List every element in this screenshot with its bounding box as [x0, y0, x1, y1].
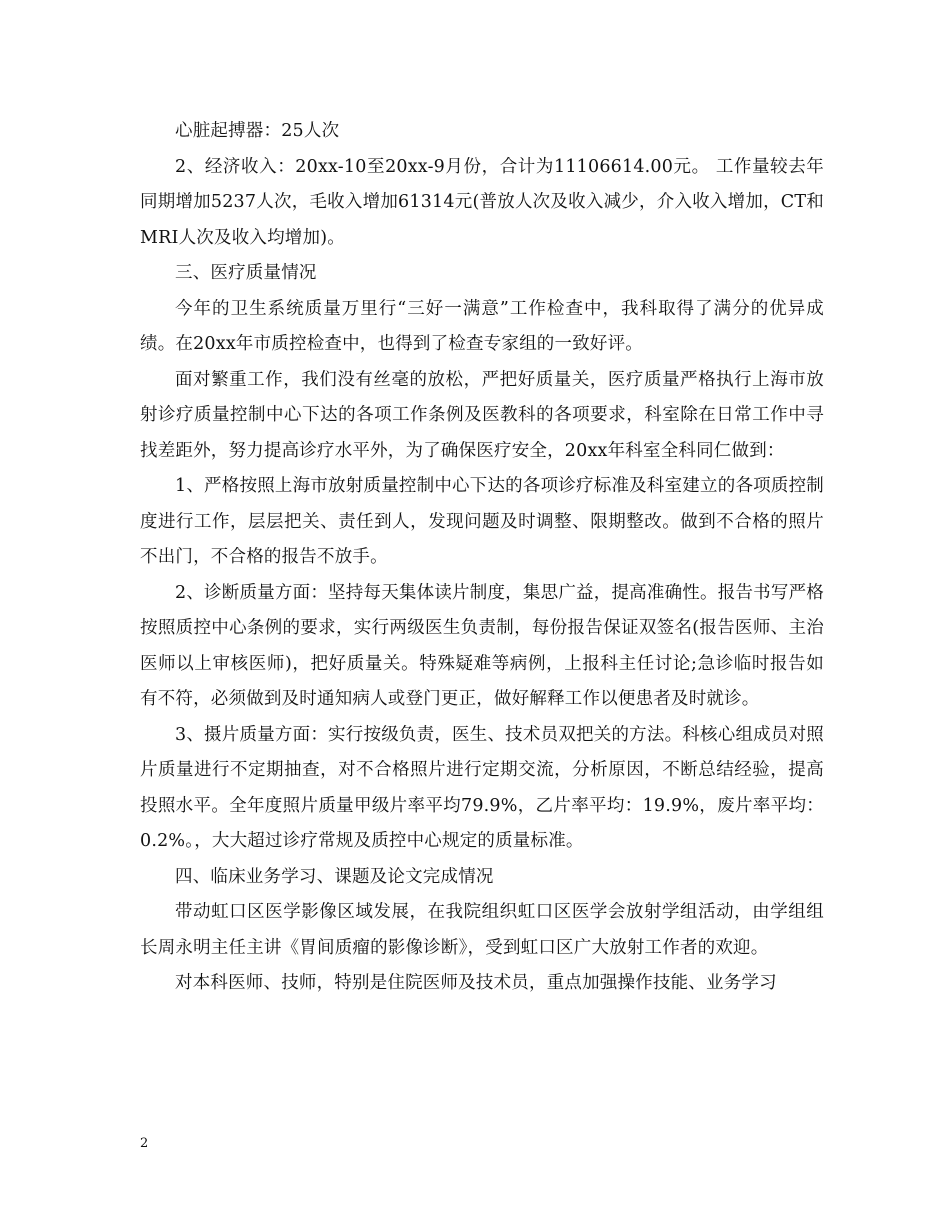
economic-income-paragraph: 2、经济收入：20xx-10至20xx-9月份，合计为11106614.00元。 工作量较去年同期增加5237人次，毛收入增加61314元(普放人次及收入减少，介入收入增加，CT和MRI人次及收入均增加)。 — [140, 156, 824, 248]
film-quality-item: 3、摄片质量方面：实行按级负责，医生、技术员双把关的方法。科核心组成员对照片质量进行不定期抽查，对不合格照片进行定期交流，分析原因，不断总结经验，提高投照水平。全年度照片质量甲级片率平均79.9%，乙片率平均：19.9%，废片率平均：0.2%。，大大超过诊疗常规及质控中心规定的质量标准。 — [140, 724, 824, 851]
section-heading-medical-quality: 三、医疗质量情况 — [175, 263, 317, 283]
diagnostic-quality-item: 2、诊断质量方面：坚持每天集体读片制度，集思广益，提高准确性。报告书写严格按照质控中心条例的要求，实行两级医生负责制，每份报告保证双签名(报告医师、主治医师以上审核医师)，把好质量关。特殊疑难等病例，上报科主任讨论;急诊临时报告如有不符，必须做到及时通知病人或登门更正，做好解释工作以便患者及时就诊。 — [140, 582, 824, 709]
page-number: 2 — [140, 1136, 149, 1151]
section-heading-clinical-study: 四、临床业务学习、课题及论文完成情况 — [175, 866, 494, 887]
quality-inspection-paragraph: 今年的卫生系统质量万里行“三好一满意”工作检查中，我科取得了满分的优异成绩。在20xx年市质控检查中，也得到了检查专家组的一致好评。 — [140, 298, 824, 354]
pacemaker-count: 心脏起搏器：25人次 — [175, 121, 340, 141]
document-body — [140, 114, 824, 1002]
diagnostic-standards-item: 1、严格按照上海市放射质量控制中心下达的各项诊疗标准及科室建立的各项质控制度进行工作，层层把关、责任到人，发现问题及时调整、限期整改。做到不合格的照片不出门，不合格的报告不放手。 — [140, 476, 824, 567]
quality-control-paragraph: 面对繁重工作，我们没有丝毫的放松，严把好质量关，医疗质量严格执行上海市放射诊疗质量控制中心下达的各项工作条例及医教科的各项要求，科室除在日常工作中寻找差距外，努力提高诊疗水平外，为了确保医疗安全，20xx年科室全科同仁做到： — [140, 369, 824, 461]
staff-training-paragraph: 对本科医师、技师，特别是住院医师及技术员，重点加强操作技能、业务学习 — [175, 973, 777, 993]
regional-development-paragraph: 带动虹口区医学影像区域发展，在我院组织虹口区医学会放射学组活动，由学组组长周永明主任主讲《胃间质瘤的影像诊断》，受到虹口区广大放射工作者的欢迎。 — [140, 902, 824, 958]
